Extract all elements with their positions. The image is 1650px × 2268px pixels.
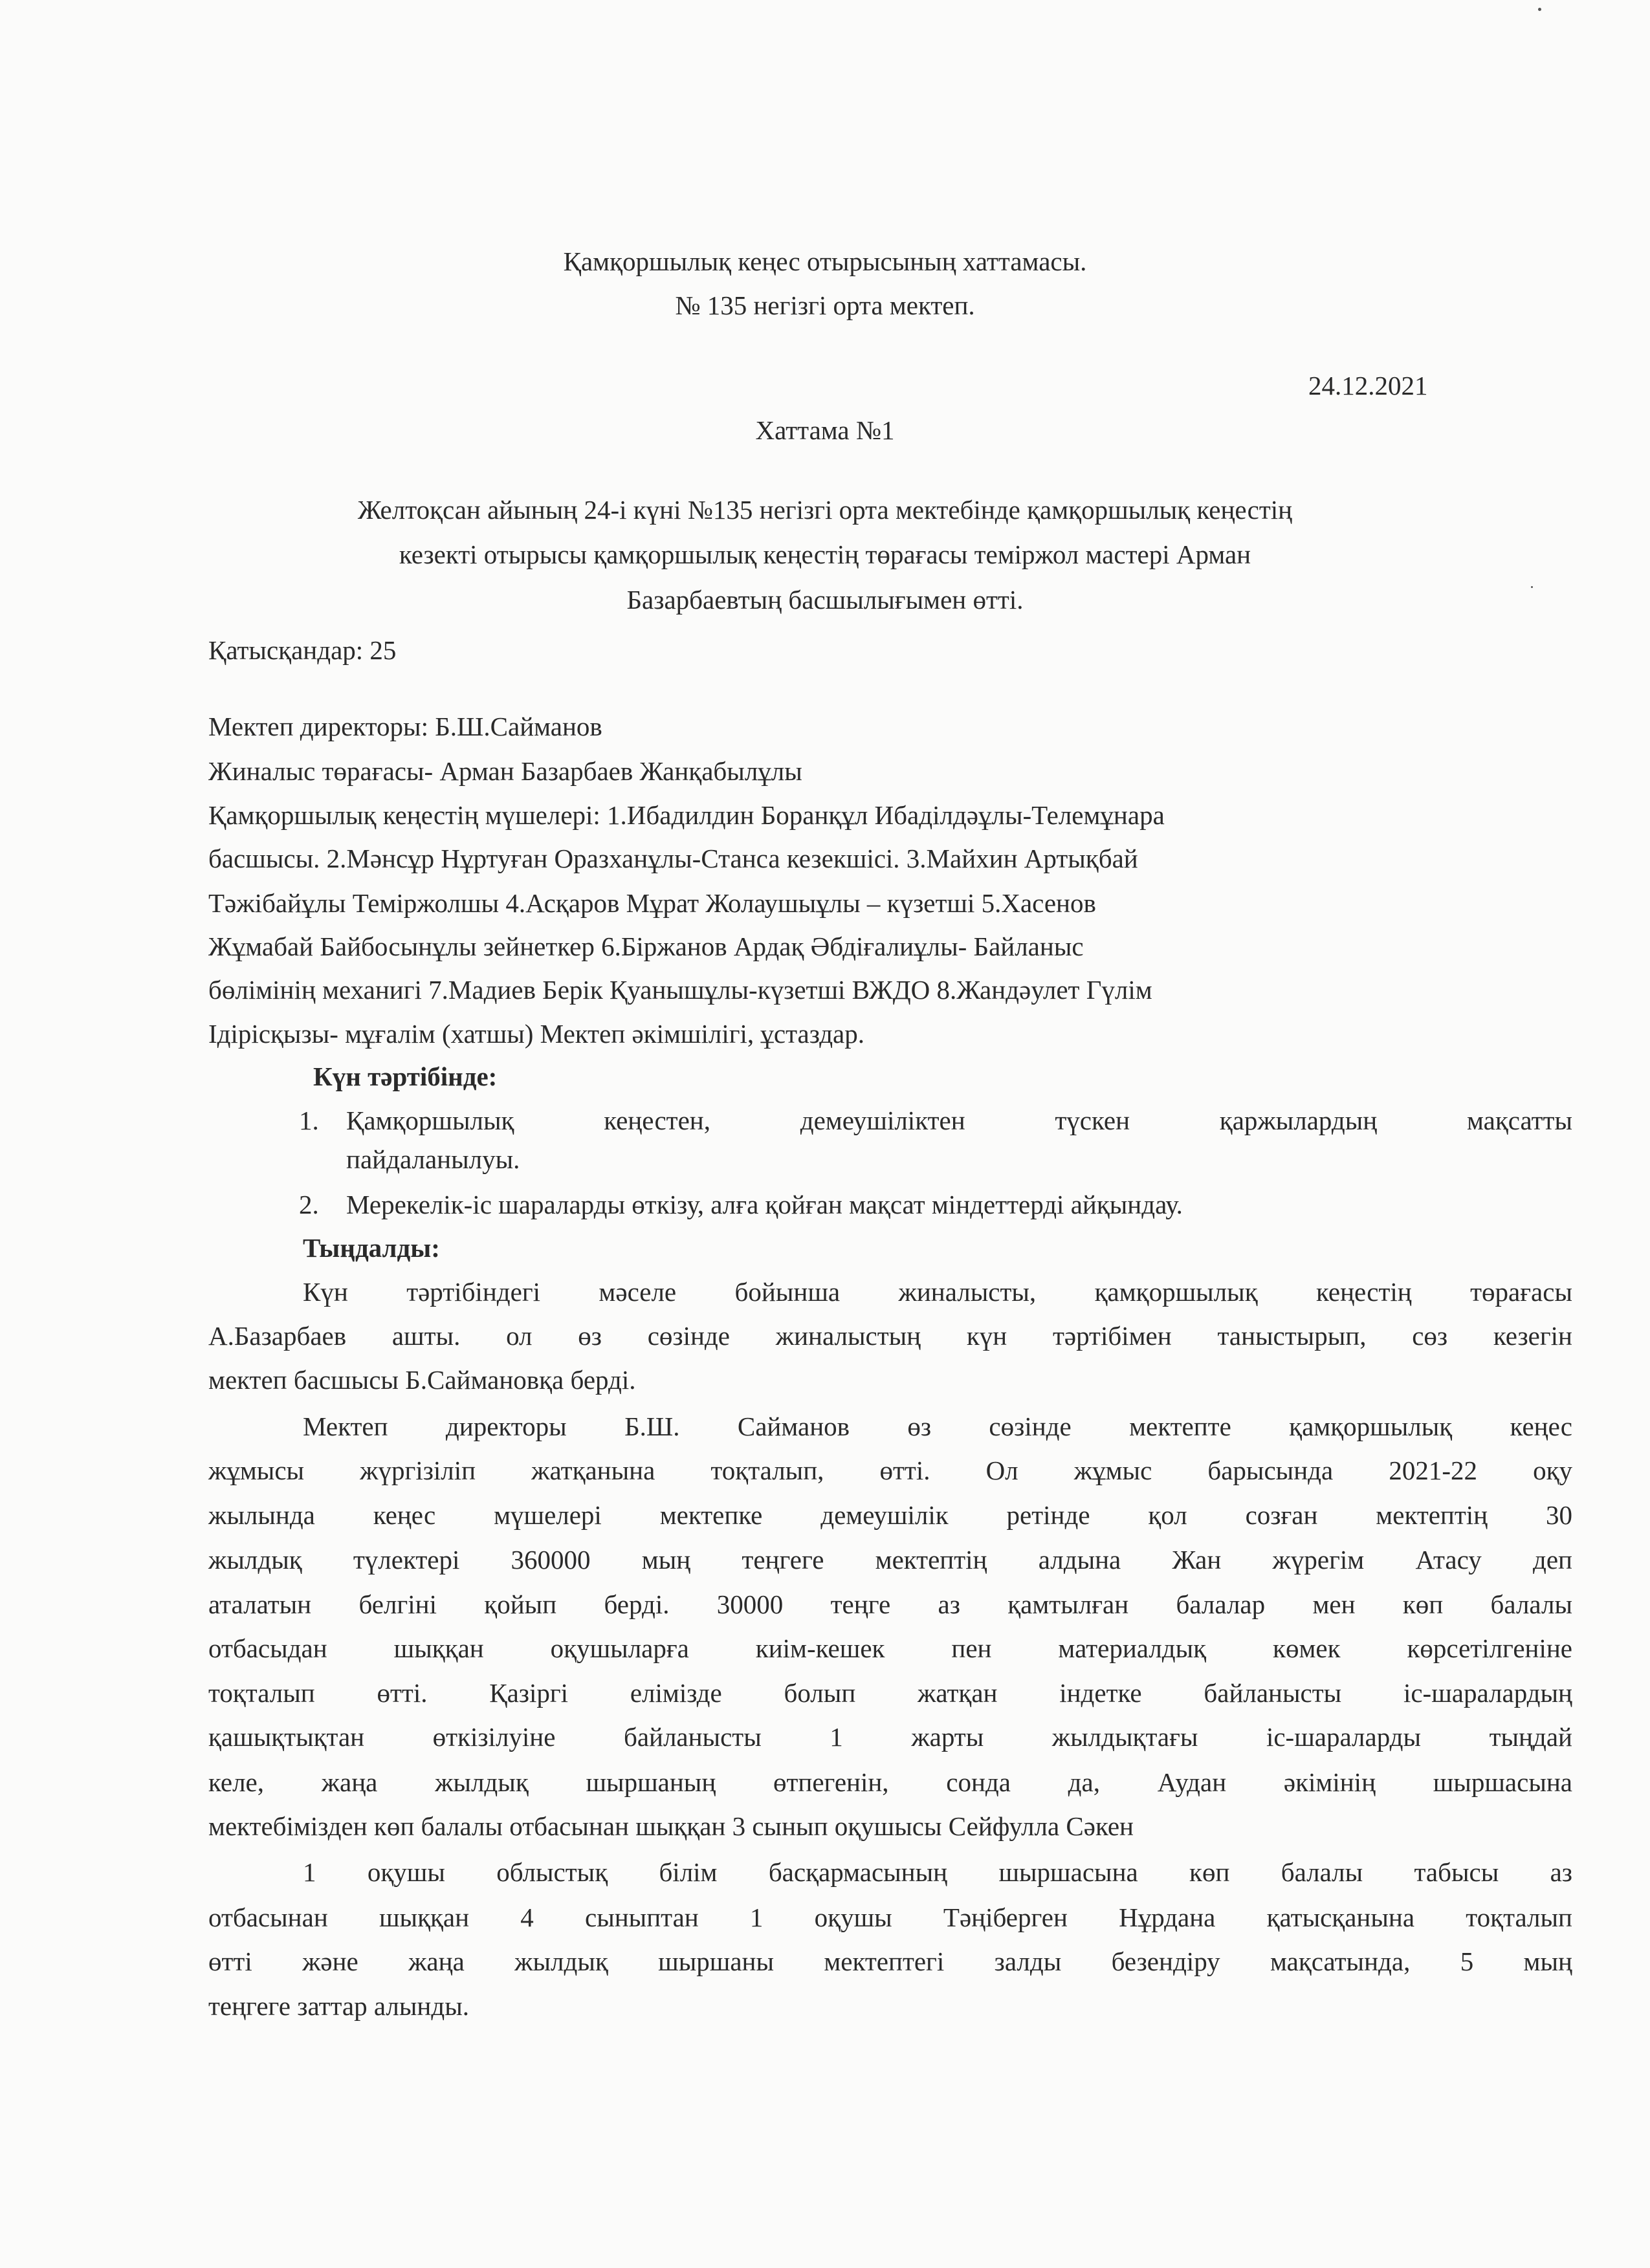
- protocol-number: Хаттама №1: [755, 415, 895, 445]
- paragraph-line: аталатын белгіні қойып берді. 30000 теңге аз қамтылған балалар мен көп балалы: [208, 1589, 1572, 1619]
- paragraph-line: жылдық түлектері 360000 мың теңгеге мектептің алдына Жан жүрегім Атасу деп: [208, 1545, 1572, 1575]
- intro-line: Желтоқсан айының 24-і күні №135 негізгі орта мектебінде қамқоршылық кеңестің: [357, 495, 1293, 525]
- paragraph-line: мектебімізден көп балалы отбасынан шыққан 3 сынып оқушысы Сейфулла Сәкен: [208, 1811, 1134, 1841]
- director-line: Мектеп директоры: Б.Ш.Сайманов: [208, 712, 602, 741]
- agenda-heading: Күн тәртібінде:: [313, 1062, 498, 1091]
- agenda-item-number: 1.: [299, 1106, 319, 1135]
- members-line: Тәжібайұлы Теміржолшы 4.Асқаров Мұрат Жолаушыұлы – күзетші 5.Хасенов: [208, 888, 1096, 918]
- participants-count: Қатысқандар: 25: [208, 635, 397, 665]
- paragraph-line: Мектеп директоры Б.Ш. Сайманов өз сөзінде мектепте қамқоршылық кеңес: [303, 1412, 1572, 1441]
- paragraph-line: келе, жаңа жылдық шыршаның өтпегенін, сонда да, Аудан әкімінің шыршасына: [208, 1767, 1572, 1797]
- paragraph-line: қашықтықтан өткізілуіне байланысты 1 жарты жылдықтағы іс-шараларды тыңдай: [208, 1722, 1572, 1752]
- paragraph-line: 1 оқушы облыстық білім басқармасының шыршасына көп балалы табысы аз: [303, 1857, 1572, 1887]
- paragraph-line: отбасынан шыққан 4 сыныптан 1 оқушы Тәңіберген Нұрдана қатысқанына тоқталып: [208, 1903, 1572, 1932]
- members-line: басшысы. 2.Мәнсұр Нұртуған Оразханұлы-Станса кезекшісі. 3.Майхин Артықбай: [208, 844, 1138, 873]
- chairman-line: Жиналыс төрағасы- Арман Базарбаев Жанқабылұлы: [208, 756, 802, 786]
- paragraph-line: Күн тәртібіндегі мәселе бойынша жиналысты, қамқоршылық кеңестің төрағасы: [303, 1277, 1572, 1307]
- members-line: Ідірісқызы- мұғалім (хатшы) Мектеп әкімшілігі, ұстаздар.: [208, 1019, 865, 1049]
- intro-line: Базарбаевтың басшылығымен өтті.: [626, 585, 1024, 615]
- paragraph-line: мектеп басшысы Б.Саймановқа берді.: [208, 1365, 636, 1395]
- paragraph-line: теңгеге заттар алынды.: [208, 1991, 470, 2021]
- paragraph-line: жылында кеңес мүшелері мектепке демеушілік ретінде қол созған мектептің 30: [208, 1500, 1572, 1530]
- paragraph-line: жұмысы жүргізіліп жатқанына тоқталып, өтті. Ол жұмыс барысында 2021-22 оқу: [208, 1456, 1572, 1485]
- agenda-item-text: пайдаланылуы.: [346, 1144, 520, 1174]
- members-line: Жұмабай Байбосынұлы зейнеткер 6.Біржанов Ардақ Әбдіғалиұлы- Байланыс: [208, 932, 1084, 961]
- intro-line: кезекті отырысы қамқоршылық кеңестің төрағасы теміржол мастері Арман: [399, 540, 1251, 569]
- members-line: Қамқоршылық кеңестің мүшелері: 1.Ибадилдин Боранқұл Ибаділдәұлы-Телемұнара: [208, 800, 1165, 830]
- paragraph-line: отбасыдан шыққан оқушыларға киім-кешек пен материалдық көмек көрсетілгеніне: [208, 1633, 1572, 1663]
- agenda-item-number: 2.: [299, 1190, 319, 1219]
- document-date: 24.12.2021: [1308, 371, 1428, 400]
- paragraph-line: тоқталып өтті. Қазіргі елімізде болып жатқан індетке байланысты іс-шаралардың: [208, 1678, 1572, 1708]
- listened-heading: Тыңдалды:: [303, 1233, 440, 1263]
- document-title: Қамқоршылық кеңес отырысының хаттамасы.: [563, 246, 1087, 276]
- paragraph-line: А.Базарбаев ашты. ол өз сөзінде жиналыстың күн тәртібімен таныстырып, сөз кезегін: [208, 1321, 1572, 1351]
- members-line: бөлімінің механигі 7.Мадиев Берік Қуанышұлы-күзетші ВЖДО 8.Жандәулет Гүлім: [208, 975, 1152, 1005]
- agenda-item-text: Мерекелік-іс шараларды өткізу, алға қойған мақсат міндеттерді айқындау.: [346, 1190, 1183, 1219]
- scan-speck: [1538, 8, 1541, 11]
- agenda-item-text: Қамқоршылық кеңестен, демеушіліктен түскен қаржылардың мақсатты: [346, 1106, 1572, 1135]
- scan-speck: [1531, 586, 1533, 588]
- paragraph-line: өтті және жаңа жылдық шыршаны мектептегі залды безендіру мақсатында, 5 мың: [208, 1946, 1572, 1976]
- school-name: № 135 негізгі орта мектеп.: [675, 290, 975, 320]
